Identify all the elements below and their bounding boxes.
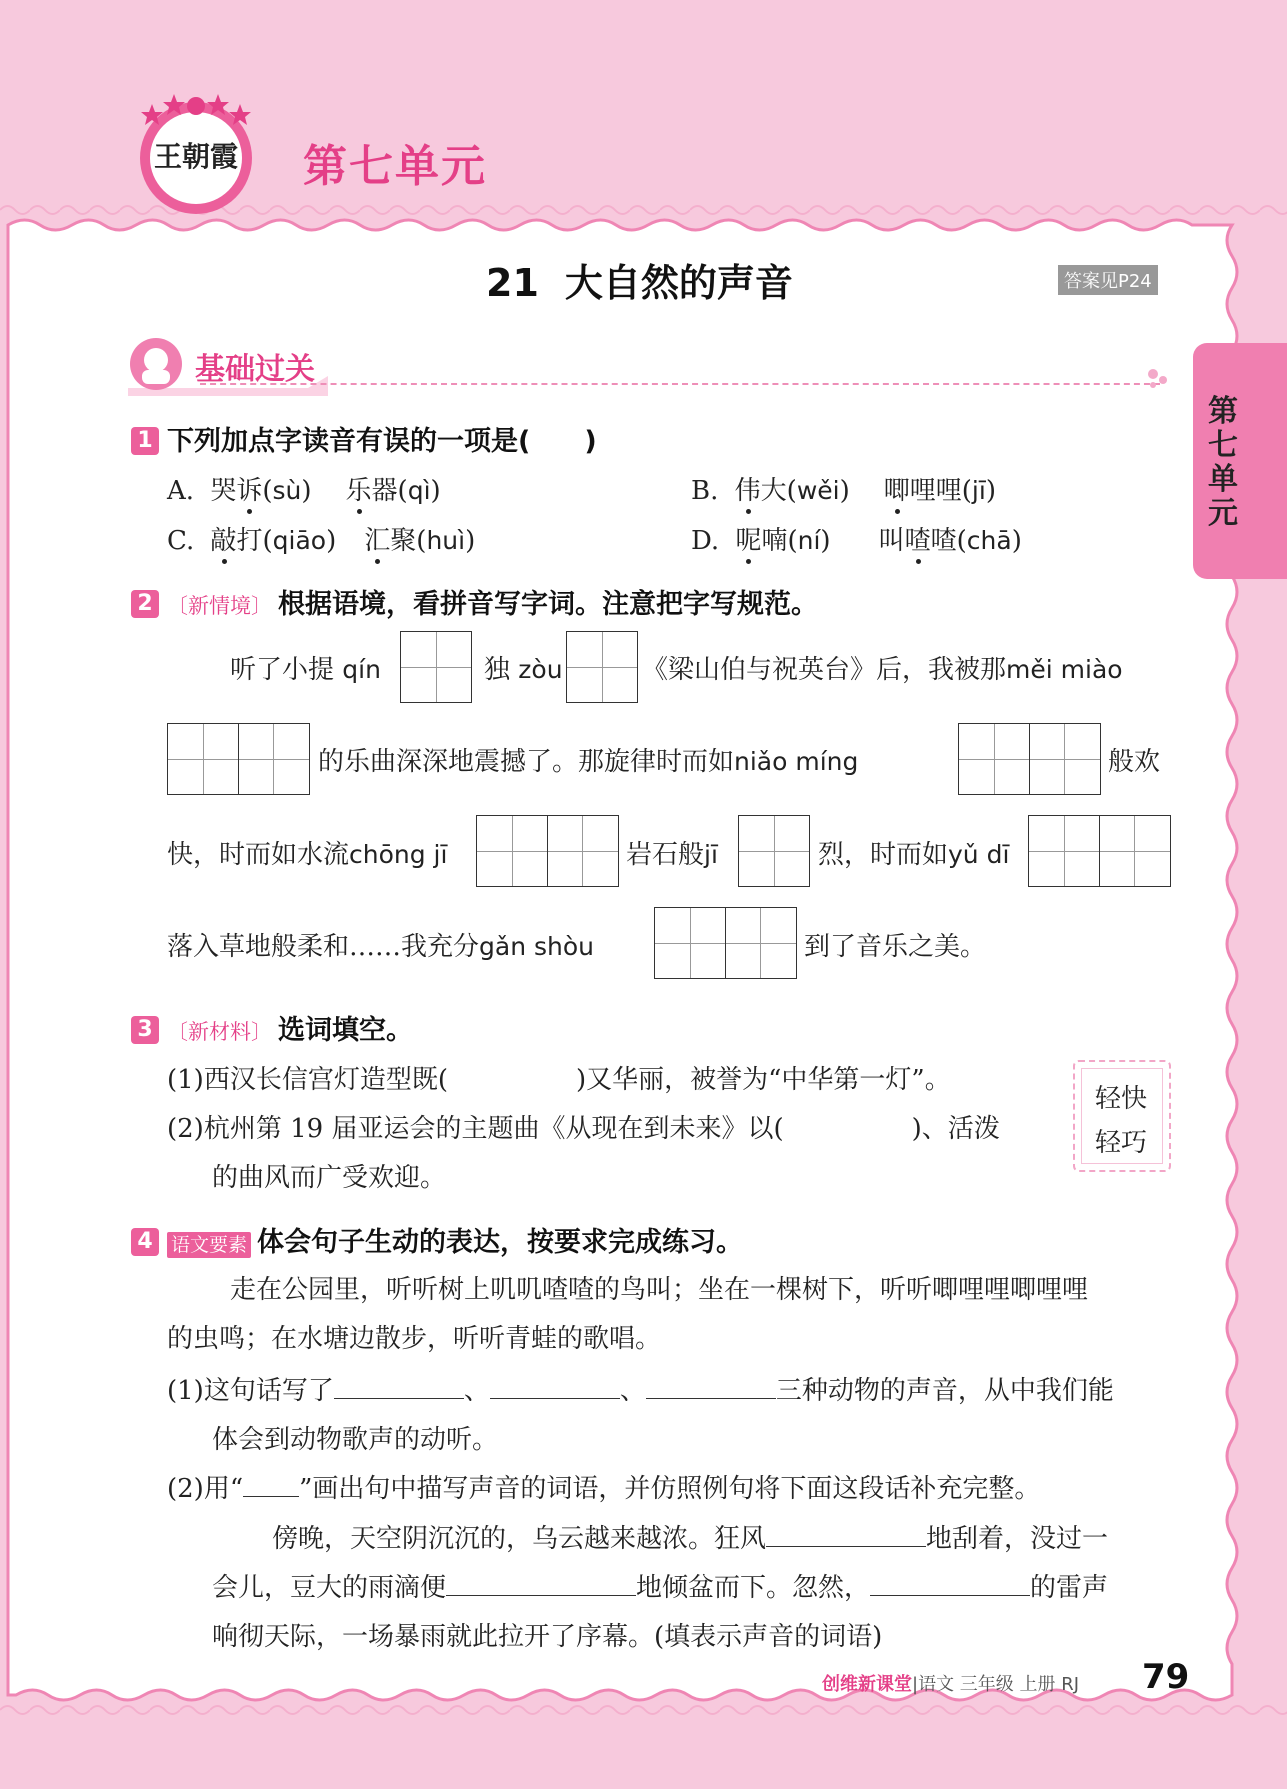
question-2-heading xyxy=(131,582,818,621)
question-number: 2 xyxy=(131,590,159,618)
q4-passage-1: 走在公园里，听听树上叽叽喳喳的鸟叫；坐在一棵树下，听听唧哩哩唧哩哩 xyxy=(230,1275,1089,1305)
q4-blank-4[interactable] xyxy=(766,1546,926,1547)
q2-box-zou[interactable] xyxy=(566,631,638,703)
question-number: 1 xyxy=(131,427,159,455)
q4-sub-2: (2)用“ ”画出句中描写声音的词语，并仿照例句将下面这段话补充完整。 xyxy=(167,1474,1041,1504)
decor-dots-icon xyxy=(1143,364,1173,392)
logo-text: 王朝霞 xyxy=(153,140,239,173)
option-c[interactable]: C. 敲打(qiāo) 汇聚(huì) xyxy=(167,526,476,556)
page-number: 79 xyxy=(1142,1657,1190,1697)
lesson-number: 21 xyxy=(486,261,539,305)
word-option: 轻巧 xyxy=(1095,1128,1148,1158)
lesson-name: 大自然的声音 xyxy=(564,261,793,305)
q2-line1-b: 独 zòu xyxy=(484,655,563,685)
q2-line4-a: 落入草地般柔和……我充分gǎn shòu xyxy=(167,932,595,962)
underline-sample xyxy=(243,1496,299,1497)
q2-box-niaoming[interactable] xyxy=(958,723,1101,795)
q2-box-meimiao[interactable] xyxy=(167,723,310,795)
q4-para-2: 会儿，豆大的雨滴便 地倾盆而下。忽然， 的雷声 xyxy=(212,1573,1109,1603)
unit-title: 第七单元 xyxy=(303,141,487,192)
option-a[interactable]: A. 哭诉(sù) 乐器(qì) xyxy=(167,476,441,506)
q4-passage-2: 的虫鸣；在水塘边散步，听听青蛙的歌唱。 xyxy=(167,1324,662,1354)
q3-sentence-2: (2)杭州第 19 届亚运会的主题曲《从现在到未来》以( )、活泼 xyxy=(167,1114,1000,1144)
q2-box-yudi[interactable] xyxy=(1028,815,1171,887)
question-number: 4 xyxy=(131,1228,159,1256)
question-prompt: 根据语境，看拼音写字词。注意把字写规范。 xyxy=(278,589,818,620)
answer-reference: 答案见P24 xyxy=(1058,265,1158,295)
q4-para-1: 傍晚，天空阴沉沉的，乌云越来越浓。狂风 地刮着，没过一 xyxy=(272,1524,1109,1554)
q4-blank-2[interactable] xyxy=(490,1398,620,1399)
q2-line3-b: 岩石般jī xyxy=(626,840,718,870)
side-tab-label: 第七单元 xyxy=(1208,394,1238,531)
q2-line4-b: 到了音乐之美。 xyxy=(804,932,987,962)
footer-info xyxy=(822,1670,1079,1696)
question-3-heading xyxy=(131,1008,413,1047)
word-option: 轻快 xyxy=(1095,1084,1148,1114)
footer-brand: 创维新课堂 xyxy=(822,1674,912,1695)
q4-blank-5[interactable] xyxy=(446,1595,636,1596)
q2-line3-a: 快，时而如水流chōng jī xyxy=(167,840,448,870)
section-label: 基础过关 xyxy=(195,352,315,387)
q4-sub-1: (1)这句话写了 、 、 三种动物的声音，从中我们能 xyxy=(167,1376,1114,1406)
q4-sub-1-cont: 体会到动物歌声的动听。 xyxy=(212,1425,499,1455)
q2-box-chongji[interactable] xyxy=(476,815,619,887)
q2-line2-a: 的乐曲深深地震撼了。那旋律时而如niǎo míng xyxy=(318,747,859,777)
q2-line1-c: 《梁山伯与祝英台》后，我被那měi miào xyxy=(642,655,1123,685)
q2-line2-b: 般欢 xyxy=(1108,747,1161,777)
q2-box-ji[interactable] xyxy=(738,815,810,887)
question-tag: 〔新材料〕 xyxy=(167,1020,272,1044)
lesson-title xyxy=(486,252,793,307)
question-prompt: 体会句子生动的表达，按要求完成练习。 xyxy=(257,1227,744,1258)
question-tag: 〔新情境〕 xyxy=(167,594,272,618)
question-4-heading xyxy=(131,1220,743,1259)
q2-box-qin[interactable] xyxy=(400,631,472,703)
q4-blank-1[interactable] xyxy=(334,1398,464,1399)
q3-sentence-2-cont: 的曲风而广受欢迎。 xyxy=(212,1163,447,1193)
question-number: 3 xyxy=(131,1016,159,1044)
option-d[interactable]: D. 呢喃(ní) 叫喳喳(chā) xyxy=(691,526,1022,556)
q2-line3-c: 烈，时而如yǔ dī xyxy=(818,840,1010,870)
word-bank xyxy=(1073,1060,1171,1172)
question-prompt: 下列加点字读音有误的一项是( ) xyxy=(167,426,597,457)
q2-line1-a: 听了小提 qín xyxy=(230,655,381,685)
q2-box-ganshou[interactable] xyxy=(654,907,797,979)
publisher-logo xyxy=(134,92,258,216)
section-divider xyxy=(200,383,1160,385)
option-b[interactable]: B. 伟大(wěi) 唧哩哩(jī) xyxy=(691,476,996,506)
q4-blank-3[interactable] xyxy=(646,1398,776,1399)
q3-sentence-1: (1)西汉长信宫灯造型既( )又华丽，被誉为“中华第一灯”。 xyxy=(167,1065,951,1095)
q4-blank-6[interactable] xyxy=(870,1595,1030,1596)
question-1-heading xyxy=(131,419,597,458)
q4-para-3: 响彻天际，一场暴雨就此拉开了序幕。(填表示声音的词语) xyxy=(212,1622,883,1652)
footer-meta: |语文 三年级 上册 RJ xyxy=(912,1674,1080,1695)
question-tag: 语文要素 xyxy=(167,1232,251,1258)
question-prompt: 选词填空。 xyxy=(278,1015,413,1046)
